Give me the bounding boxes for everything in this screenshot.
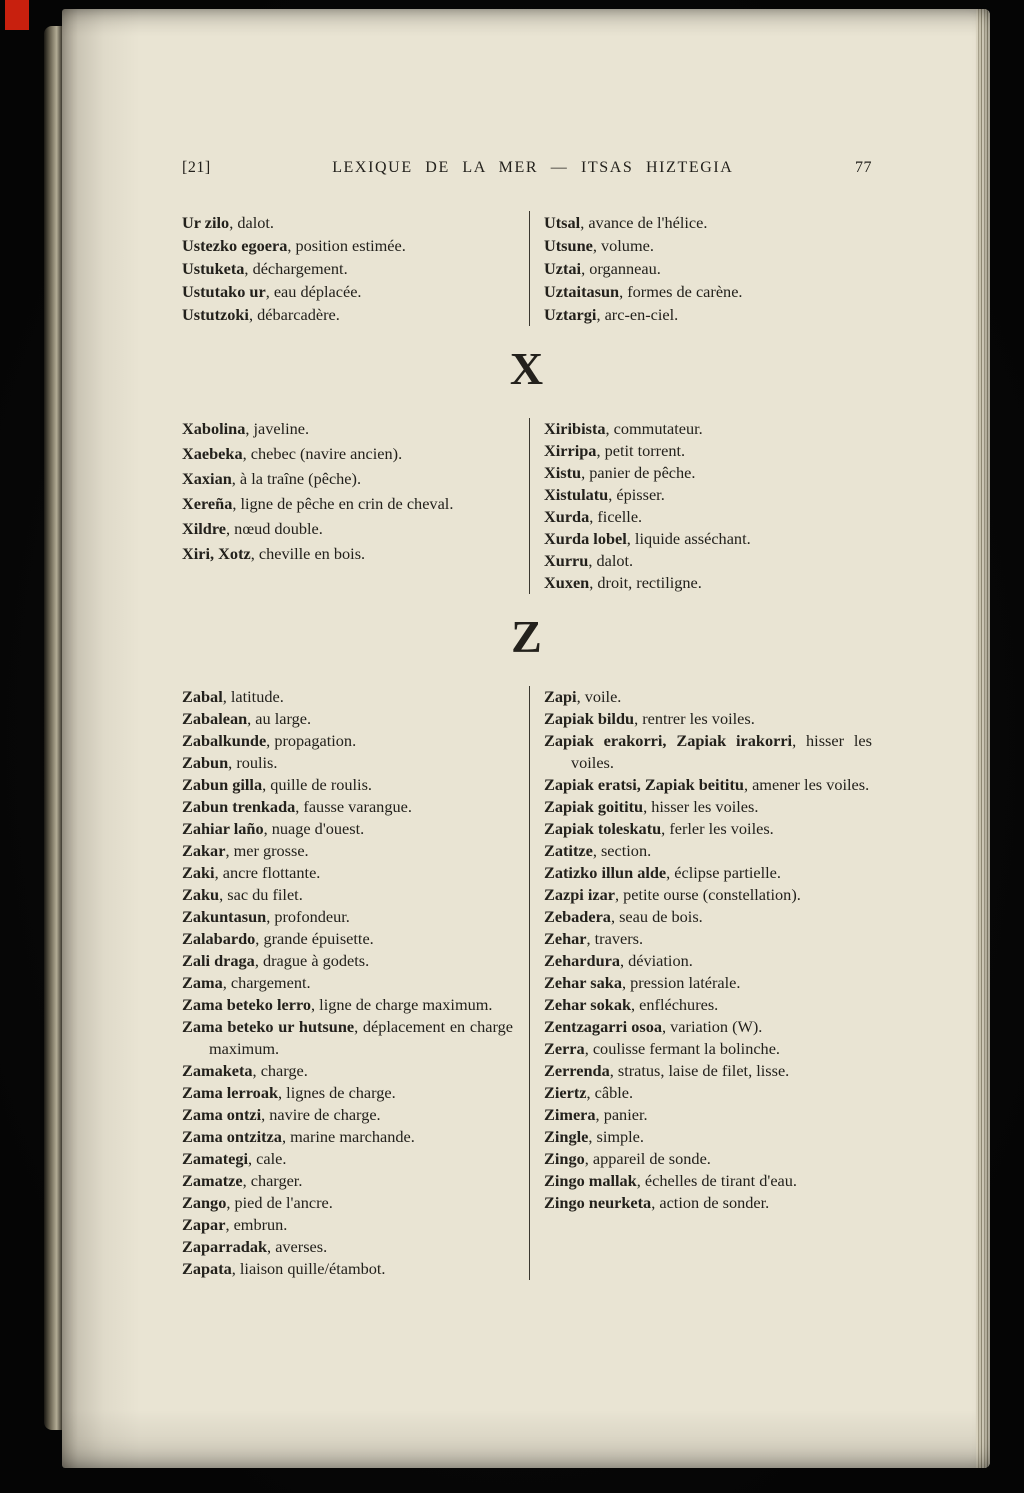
entry-definition: , charger. bbox=[242, 1171, 303, 1190]
dictionary-entry bbox=[544, 528, 872, 550]
entry-definition: , seau de bois. bbox=[610, 907, 703, 926]
entry-term: Utsal bbox=[544, 213, 581, 232]
entry-term: Zatizko illun alde bbox=[544, 863, 667, 882]
sections bbox=[182, 211, 872, 1280]
dictionary-entry bbox=[182, 493, 513, 515]
entry-definition: , section. bbox=[592, 841, 652, 860]
page-stack-edges bbox=[976, 9, 990, 1468]
entry-term: Uztargi bbox=[544, 305, 597, 324]
dictionary-entry bbox=[544, 1104, 872, 1126]
entry-term: Xurda bbox=[544, 507, 590, 526]
entry-term: Uztai bbox=[544, 259, 582, 278]
entry-term: Zerra bbox=[544, 1039, 585, 1058]
entry-term: Zapiak eratsi, Zapiak beititu bbox=[544, 775, 744, 794]
entry-term: Zerrenda bbox=[544, 1061, 610, 1080]
dictionary-entry bbox=[182, 280, 513, 303]
entry-definition: , mer grosse. bbox=[225, 841, 309, 860]
entry-term: Xiribista bbox=[544, 419, 606, 438]
entry-term: Zazpi izar bbox=[544, 885, 615, 904]
dictionary-entry bbox=[182, 211, 513, 234]
entry-definition: , enfléchures. bbox=[631, 995, 719, 1014]
entry-term: Zama lerroak bbox=[182, 1083, 279, 1102]
entry-definition: , action de sonder. bbox=[651, 1193, 770, 1212]
entry-definition: , appareil de sonde. bbox=[584, 1149, 711, 1168]
dictionary-entry bbox=[182, 1082, 513, 1104]
entry-definition: , commutateur. bbox=[605, 419, 703, 438]
columns bbox=[182, 686, 872, 1280]
dictionary-entry bbox=[182, 884, 513, 906]
entry-term: Zaki bbox=[182, 863, 215, 882]
entry-definition: , petite ourse (constellation). bbox=[615, 885, 801, 904]
entry-term: Zingo neurketa bbox=[544, 1193, 652, 1212]
dictionary-entry bbox=[544, 1060, 872, 1082]
dictionary-entry bbox=[544, 774, 872, 796]
entry-definition: , position estimée. bbox=[287, 236, 406, 255]
entry-term: Zamatze bbox=[182, 1171, 243, 1190]
entry-number: [21] bbox=[182, 159, 211, 176]
entry-definition: , profondeur. bbox=[266, 907, 350, 926]
entry-definition: , voile. bbox=[576, 687, 622, 706]
entry-definition: , cale. bbox=[248, 1149, 287, 1168]
dictionary-entry bbox=[544, 840, 872, 862]
entry-term: Xirripa bbox=[544, 441, 597, 460]
entry-term: Zabun bbox=[182, 753, 229, 772]
entry-definition: , avance de l'hélice. bbox=[580, 213, 708, 232]
dictionary-entry bbox=[182, 1170, 513, 1192]
dictionary-entry bbox=[544, 906, 872, 928]
entry-term: Zabun trenkada bbox=[182, 797, 296, 816]
dictionary-entry bbox=[182, 708, 513, 730]
entry-term: Zehar saka bbox=[544, 973, 622, 992]
dictionary-entry bbox=[182, 818, 513, 840]
entry-term: Xistulatu bbox=[544, 485, 609, 504]
entry-term: Zapata bbox=[182, 1259, 232, 1278]
dictionary-entry bbox=[182, 796, 513, 818]
entry-term: Zehar bbox=[544, 929, 587, 948]
entry-definition: , chebec (navire ancien). bbox=[242, 444, 403, 463]
column-right bbox=[529, 418, 872, 594]
entry-term: Zabal bbox=[182, 687, 223, 706]
dictionary-entry bbox=[544, 303, 872, 326]
book-page bbox=[62, 9, 990, 1468]
entry-term: Zentzagarri osoa bbox=[544, 1017, 663, 1036]
entry-definition: , ficelle. bbox=[589, 507, 643, 526]
entry-definition: , quille de roulis. bbox=[262, 775, 372, 794]
dictionary-entry bbox=[182, 1148, 513, 1170]
entry-definition: , panier. bbox=[595, 1105, 648, 1124]
entry-definition: , grande épuisette. bbox=[255, 929, 374, 948]
entry-term: Zakar bbox=[182, 841, 226, 860]
column-left bbox=[182, 418, 529, 594]
entry-term: Zapar bbox=[182, 1215, 226, 1234]
entry-term: Zabun gilla bbox=[182, 775, 263, 794]
entry-definition: , au large. bbox=[247, 709, 312, 728]
entry-definition: , hisser les voiles. bbox=[571, 731, 872, 772]
entry-term: Zingle bbox=[544, 1127, 589, 1146]
dictionary-entry bbox=[182, 840, 513, 862]
entry-definition: , coulisse fermant la bolinche. bbox=[584, 1039, 780, 1058]
entry-term: Zapiak goititu bbox=[544, 797, 644, 816]
entry-definition: , charge. bbox=[252, 1061, 308, 1080]
entry-definition: , pression latérale. bbox=[621, 973, 741, 992]
entry-definition: , marine marchande. bbox=[281, 1127, 415, 1146]
dictionary-entry bbox=[544, 484, 872, 506]
dictionary-entry bbox=[544, 506, 872, 528]
entry-definition: , eau déplacée. bbox=[265, 282, 362, 301]
dictionary-entry bbox=[544, 972, 872, 994]
dictionary-entry bbox=[544, 550, 872, 572]
dictionary-entry bbox=[182, 1236, 513, 1258]
entry-definition: , arc-en-ciel. bbox=[596, 305, 679, 324]
dictionary-entry bbox=[182, 1016, 513, 1060]
entry-definition: , roulis. bbox=[228, 753, 278, 772]
dictionary-entry bbox=[182, 418, 513, 440]
column-left bbox=[182, 686, 529, 1280]
dictionary-entry bbox=[544, 884, 872, 906]
columns bbox=[182, 211, 872, 326]
entry-definition: , navire de charge. bbox=[261, 1105, 381, 1124]
red-mark bbox=[5, 0, 29, 30]
dictionary-entry bbox=[544, 730, 872, 774]
dictionary-entry bbox=[544, 1038, 872, 1060]
entry-term: Utsune bbox=[544, 236, 593, 255]
dictionary-entry bbox=[544, 1148, 872, 1170]
entry-definition: , sac du filet. bbox=[219, 885, 303, 904]
entry-term: Zingo bbox=[544, 1149, 585, 1168]
entry-term: Ustutzoki bbox=[182, 305, 249, 324]
entry-term: Xaxian bbox=[182, 469, 232, 488]
entry-term: Zebadera bbox=[544, 907, 611, 926]
entry-term: Zali draga bbox=[182, 951, 255, 970]
page-header bbox=[182, 159, 872, 177]
dictionary-entry bbox=[544, 234, 872, 257]
dictionary-entry bbox=[544, 462, 872, 484]
entry-term: Xistu bbox=[544, 463, 582, 482]
entry-definition: , simple. bbox=[588, 1127, 644, 1146]
entry-term: Zabalkunde bbox=[182, 731, 267, 750]
dictionary-entry bbox=[544, 572, 872, 594]
entry-term: Zama ontzi bbox=[182, 1105, 262, 1124]
dict-section-z bbox=[182, 611, 872, 1280]
page-number: 77 bbox=[854, 159, 872, 176]
dictionary-entry bbox=[182, 1214, 513, 1236]
entry-definition: , dalot. bbox=[229, 213, 274, 232]
dictionary-entry bbox=[182, 1192, 513, 1214]
entry-term: Zaparradak bbox=[182, 1237, 268, 1256]
dictionary-entry bbox=[544, 440, 872, 462]
entry-definition: , lignes de charge. bbox=[278, 1083, 396, 1102]
entry-term: Ustuketa bbox=[182, 259, 245, 278]
entry-term: Ustezko egoera bbox=[182, 236, 288, 255]
column-right bbox=[529, 686, 872, 1280]
entry-term: Zamategi bbox=[182, 1149, 249, 1168]
dictionary-entry bbox=[182, 906, 513, 928]
entry-term: Xiri, Xotz bbox=[182, 544, 251, 563]
entry-term: Zama ontzitza bbox=[182, 1127, 282, 1146]
dictionary-entry bbox=[182, 257, 513, 280]
dictionary-entry bbox=[544, 950, 872, 972]
dictionary-entry bbox=[544, 280, 872, 303]
entry-term: Uztaitasun bbox=[544, 282, 620, 301]
entry-definition: , organneau. bbox=[581, 259, 661, 278]
entry-definition: , à la traîne (pêche). bbox=[231, 469, 362, 488]
entry-definition: , nœud double. bbox=[226, 519, 323, 538]
entry-definition: , cheville en bois. bbox=[250, 544, 366, 563]
entry-term: Zamaketa bbox=[182, 1061, 253, 1080]
page-content bbox=[62, 9, 990, 1280]
column-left bbox=[182, 211, 529, 326]
entry-term: Ur zilo bbox=[182, 213, 230, 232]
section-letter-x: X bbox=[509, 343, 545, 394]
entry-definition: , averses. bbox=[267, 1237, 328, 1256]
column-right bbox=[529, 211, 872, 326]
dictionary-entry bbox=[182, 928, 513, 950]
dictionary-entry bbox=[182, 752, 513, 774]
dict-section-x bbox=[182, 343, 872, 594]
entry-definition: , variation (W). bbox=[662, 1017, 763, 1036]
entry-definition: , liquide asséchant. bbox=[626, 529, 751, 548]
page-title: LEXIQUE DE LA MER — ITSAS HIZTEGIA bbox=[332, 159, 734, 176]
entry-definition: , câble. bbox=[586, 1083, 634, 1102]
entry-term: Xildre bbox=[182, 519, 227, 538]
dictionary-entry bbox=[182, 468, 513, 490]
entry-definition: , nuage d'ouest. bbox=[263, 819, 365, 838]
dictionary-entry bbox=[182, 862, 513, 884]
entry-term: Zapiak bildu bbox=[544, 709, 635, 728]
entry-definition: , déchargement. bbox=[244, 259, 348, 278]
dictionary-entry bbox=[182, 1060, 513, 1082]
entry-term: Zingo mallak bbox=[544, 1171, 637, 1190]
dict-section-u bbox=[182, 211, 872, 326]
dictionary-entry bbox=[182, 1258, 513, 1280]
entry-term: Zakuntasun bbox=[182, 907, 267, 926]
entry-definition: , ferler les voiles. bbox=[661, 819, 774, 838]
dictionary-entry bbox=[544, 1016, 872, 1038]
entry-definition: , chargement. bbox=[222, 973, 311, 992]
dictionary-entry bbox=[182, 972, 513, 994]
entry-term: Zehar sokak bbox=[544, 995, 632, 1014]
dictionary-entry bbox=[544, 994, 872, 1016]
dictionary-entry bbox=[544, 1126, 872, 1148]
dictionary-entry bbox=[544, 418, 872, 440]
entry-definition: , panier de pêche. bbox=[581, 463, 696, 482]
entry-definition: , propagation. bbox=[266, 731, 357, 750]
entry-definition: , petit torrent. bbox=[596, 441, 686, 460]
entry-term: Zahiar laño bbox=[182, 819, 264, 838]
entry-definition: , dalot. bbox=[588, 551, 634, 570]
entry-term: Zama bbox=[182, 973, 223, 992]
dictionary-entry bbox=[182, 950, 513, 972]
dictionary-entry bbox=[182, 234, 513, 257]
entry-term: Ustutako ur bbox=[182, 282, 266, 301]
entry-term: Zapi bbox=[544, 687, 577, 706]
dictionary-entry bbox=[182, 543, 513, 565]
entry-definition: , droit, rectiligne. bbox=[589, 573, 702, 592]
columns bbox=[182, 418, 872, 594]
entry-definition: , hisser les voiles. bbox=[643, 797, 759, 816]
dictionary-entry bbox=[182, 774, 513, 796]
entry-definition: , javeline. bbox=[245, 419, 310, 438]
dictionary-entry bbox=[544, 818, 872, 840]
dictionary-entry bbox=[544, 1192, 872, 1214]
entry-term: Zaku bbox=[182, 885, 220, 904]
entry-definition: , ligne de pêche en crin de cheval. bbox=[232, 494, 454, 513]
entry-definition: , ancre flottante. bbox=[214, 863, 321, 882]
entry-definition: , amener les voiles. bbox=[743, 775, 870, 794]
facing-page-edge bbox=[44, 26, 62, 1430]
dictionary-entry bbox=[182, 303, 513, 326]
entry-definition: , échelles de tirant d'eau. bbox=[636, 1171, 797, 1190]
entry-term: Xaebeka bbox=[182, 444, 243, 463]
dictionary-entry bbox=[182, 1104, 513, 1126]
dictionary-entry bbox=[544, 686, 872, 708]
entry-term: Zalabardo bbox=[182, 929, 256, 948]
entry-definition: , latitude. bbox=[222, 687, 284, 706]
section-letter-z: Z bbox=[511, 611, 543, 662]
entry-term: Xuxen bbox=[544, 573, 590, 592]
entry-term: Zama beteko lerro bbox=[182, 995, 312, 1014]
entry-definition: , débarcadère. bbox=[248, 305, 340, 324]
entry-term: Zango bbox=[182, 1193, 227, 1212]
dictionary-entry bbox=[544, 211, 872, 234]
entry-term: Xurda lobel bbox=[544, 529, 627, 548]
dictionary-entry bbox=[182, 994, 513, 1016]
entry-definition: , déviation. bbox=[620, 951, 693, 970]
entry-definition: , ligne de charge maximum. bbox=[311, 995, 493, 1014]
entry-term: Xurru bbox=[544, 551, 589, 570]
entry-term: Zama beteko ur hutsune bbox=[182, 1017, 355, 1036]
dictionary-entry bbox=[182, 1126, 513, 1148]
entry-term: Zabalean bbox=[182, 709, 248, 728]
dictionary-entry bbox=[182, 730, 513, 752]
dictionary-entry bbox=[182, 518, 513, 540]
entry-definition: , fausse varangue. bbox=[295, 797, 412, 816]
dictionary-entry bbox=[182, 686, 513, 708]
entry-definition: , liaison quille/étambot. bbox=[231, 1259, 386, 1278]
entry-term: Zatitze bbox=[544, 841, 593, 860]
entry-definition: , déplacement en charge maximum. bbox=[209, 1017, 513, 1058]
entry-definition: , formes de carène. bbox=[619, 282, 743, 301]
entry-definition: , stratus, laise de filet, lisse. bbox=[609, 1061, 790, 1080]
entry-definition: , rentrer les voiles. bbox=[634, 709, 755, 728]
dictionary-entry bbox=[544, 708, 872, 730]
entry-term: Xabolina bbox=[182, 419, 246, 438]
entry-definition: , drague à godets. bbox=[254, 951, 370, 970]
dictionary-entry bbox=[544, 1170, 872, 1192]
entry-term: Zehardura bbox=[544, 951, 620, 970]
entry-definition: , travers. bbox=[586, 929, 644, 948]
dictionary-entry bbox=[544, 796, 872, 818]
entry-definition: , pied de l'ancre. bbox=[226, 1193, 333, 1212]
dictionary-entry bbox=[544, 1082, 872, 1104]
entry-term: Zimera bbox=[544, 1105, 596, 1124]
entry-definition: , volume. bbox=[592, 236, 654, 255]
entry-term: Zapiak erakorri, Zapiak irakorri bbox=[544, 731, 793, 750]
entry-definition: , épisser. bbox=[608, 485, 665, 504]
entry-term: Ziertz bbox=[544, 1083, 587, 1102]
entry-definition: , éclipse partielle. bbox=[666, 863, 781, 882]
dictionary-entry bbox=[544, 928, 872, 950]
dictionary-entry bbox=[544, 862, 872, 884]
entry-term: Xereña bbox=[182, 494, 233, 513]
entry-term: Zapiak toleskatu bbox=[544, 819, 662, 838]
entry-definition: , embrun. bbox=[225, 1215, 288, 1234]
dictionary-entry bbox=[544, 257, 872, 280]
dictionary-entry bbox=[182, 443, 513, 465]
